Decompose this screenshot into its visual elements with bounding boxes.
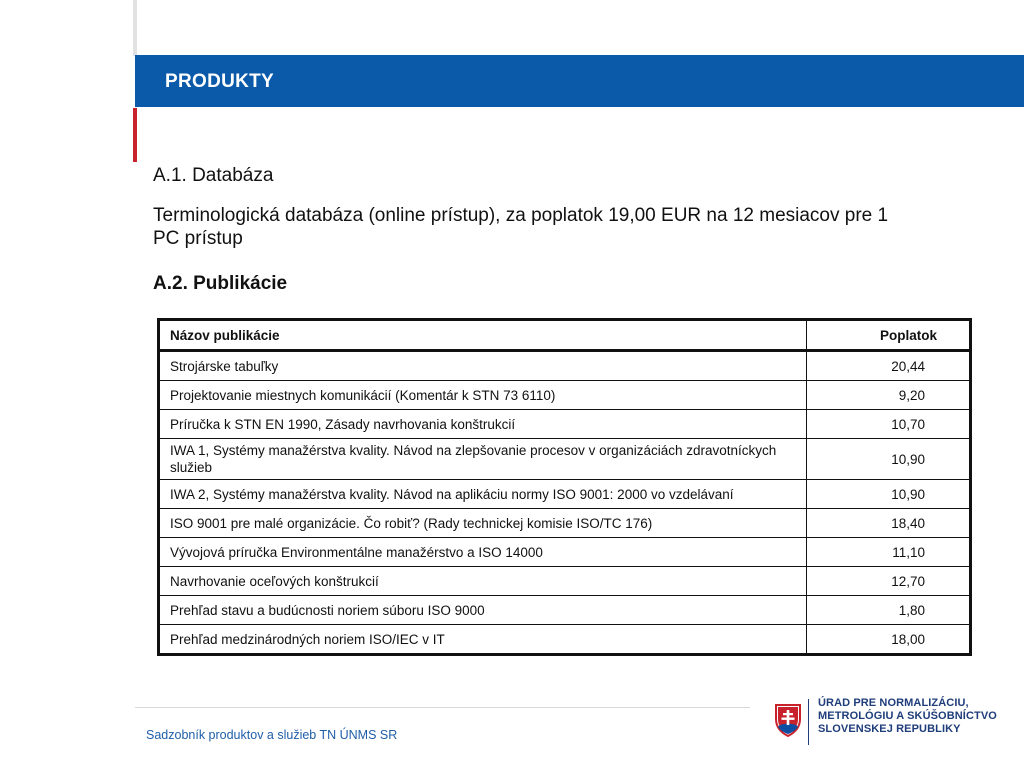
cell-fee: 10,70 bbox=[807, 410, 971, 439]
cell-fee: 10,90 bbox=[807, 480, 971, 509]
logo-line: SLOVENSKEJ REPUBLIKY bbox=[818, 723, 961, 735]
cell-name: Prehľad medzinárodných noriem ISO/IEC v IT bbox=[159, 625, 807, 655]
footer-text: Sadzobník produktov a služieb TN ÚNMS SR bbox=[146, 728, 398, 742]
footer-divider bbox=[135, 707, 750, 708]
logo-separator bbox=[808, 699, 809, 745]
cell-fee: 10,90 bbox=[807, 439, 971, 480]
cell-name: IWA 2, Systémy manažérstva kvality. Návod na aplikáciu normy ISO 9001: 2000 vo vzdelávaní bbox=[159, 480, 807, 509]
cell-fee: 9,20 bbox=[807, 381, 971, 410]
cell-name: IWA 1, Systémy manažérstva kvality. Návod na zlepšovanie procesov v organizáciách zdravotníckych služieb bbox=[159, 439, 807, 480]
table-row bbox=[159, 410, 971, 439]
logo-line: ÚRAD PRE NORMALIZÁCIU, bbox=[818, 697, 969, 709]
section-a1-heading: A.1. Databáza bbox=[153, 165, 274, 186]
table-row bbox=[159, 538, 971, 567]
slovak-coat-of-arms-icon bbox=[774, 703, 802, 737]
main-content bbox=[153, 160, 983, 295]
institution-logo bbox=[774, 697, 1014, 745]
column-header-name: Názov publikácie bbox=[159, 320, 807, 351]
column-header-fee: Poplatok bbox=[807, 320, 971, 351]
logo-text bbox=[818, 697, 997, 736]
header-banner bbox=[135, 55, 1024, 107]
table-row bbox=[159, 480, 971, 509]
cell-name: Navrhovanie oceľových konštrukcií bbox=[159, 567, 807, 596]
cell-name: ISO 9001 pre malé organizácie. Čo robiť? (Rady technickej komisie ISO/TC 176) bbox=[159, 509, 807, 538]
section-a1-text: Terminologická databáza (online prístup), za poplatok 19,00 EUR na 12 mesiacov pre 1 PC prístup bbox=[153, 205, 889, 249]
table-header-row bbox=[159, 320, 971, 351]
cell-fee: 1,80 bbox=[807, 596, 971, 625]
table-row bbox=[159, 596, 971, 625]
cell-fee: 20,44 bbox=[807, 351, 971, 381]
cell-fee: 12,70 bbox=[807, 567, 971, 596]
logo-line: METROLÓGIU A SKÚŠOBNÍCTVO bbox=[818, 710, 997, 722]
table-row bbox=[159, 567, 971, 596]
cell-name: Prehľad stavu a budúcnosti noriem súboru ISO 9000 bbox=[159, 596, 807, 625]
table-row bbox=[159, 351, 971, 381]
cell-name: Projektovanie miestnych komunikácií (Komentár k STN 73 6110) bbox=[159, 381, 807, 410]
table-row bbox=[159, 509, 971, 538]
publications-table bbox=[157, 318, 972, 656]
decor-vertical-line-red bbox=[133, 108, 137, 162]
cell-fee: 11,10 bbox=[807, 538, 971, 567]
cell-name: Strojárske tabuľky bbox=[159, 351, 807, 381]
cell-fee: 18,00 bbox=[807, 625, 971, 655]
table-row bbox=[159, 625, 971, 655]
cell-fee: 18,40 bbox=[807, 509, 971, 538]
table-row bbox=[159, 381, 971, 410]
table-row bbox=[159, 439, 971, 480]
decor-vertical-line-gray bbox=[133, 0, 137, 56]
section-a2-heading: A.2. Publikácie bbox=[153, 273, 288, 294]
page-title: PRODUKTY bbox=[165, 71, 275, 92]
cell-name: Vývojová príručka Environmentálne manažérstvo a ISO 14000 bbox=[159, 538, 807, 567]
cell-name: Príručka k STN EN 1990, Zásady navrhovania konštrukcií bbox=[159, 410, 807, 439]
